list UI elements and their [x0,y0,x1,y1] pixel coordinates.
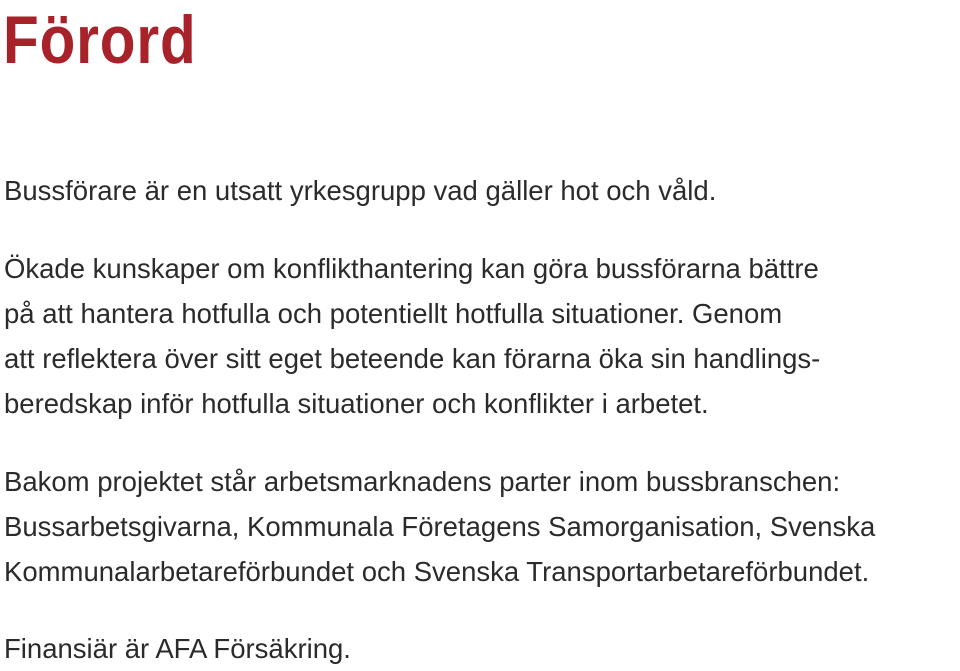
paragraph-line: Finansiär är AFA Försäkring. [4,633,351,664]
paragraph-line: Kommunalarbetareförbundet och Svenska Transportarbetareförbundet. [4,556,870,587]
paragraph-financier [4,626,351,671]
paragraph-line: på att hantera hotfulla och potentiellt hotfulla situationer. Genom [4,298,783,329]
page-title: Förord [3,2,197,78]
paragraph-intro [4,168,716,213]
paragraph-line: beredskap inför hotfulla situationer och konflikter i arbetet. [4,388,709,419]
paragraph-conflict-management [4,246,820,426]
paragraph-line: Bussarbetsgivarna, Kommunala Företagens Samorganisation, Svenska [4,511,876,542]
paragraph-line: Bussförare är en utsatt yrkesgrupp vad gäller hot och våld. [4,175,717,206]
paragraph-line: Bakom projektet står arbetsmarknadens parter inom bussbranschen: [4,466,841,497]
paragraph-project-parties [4,459,875,594]
paragraph-line: Ökade kunskaper om konflikthantering kan göra bussförarna bättre [4,253,819,284]
paragraph-line: att reflektera över sitt eget beteende kan förarna öka sin handlings- [4,343,821,374]
